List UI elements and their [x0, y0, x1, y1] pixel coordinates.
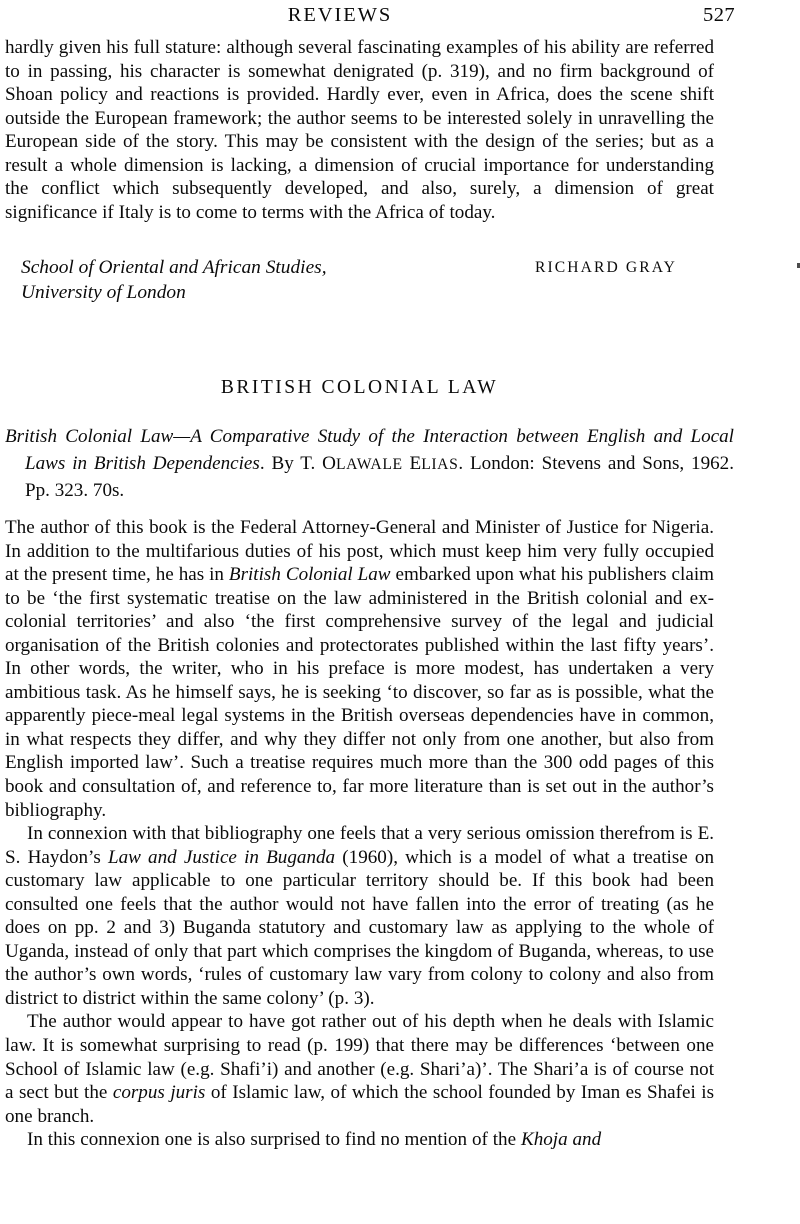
running-head-title: REVIEWS [287, 4, 393, 26]
text-run: In this connexion one is also surprised to find no mention of the [27, 1129, 521, 1151]
citation-author-initial-1: O [322, 452, 336, 474]
paragraph-p2 [5, 822, 714, 1010]
text-run: The author would appear to have got rather out of his depth when he deals with Islamic law. It is somewhat surprising to read (p. 199) that there may be differences ‘between one School of Islamic law (e.g. Shafi’i) and another (e.g. Shari’a)’. The Shari’a is of course not a sect but the [5, 1011, 714, 1104]
citation-author-space [403, 453, 410, 474]
paragraph-continued: hardly given his full stature: although several fascinating examples of his ability are referred to in passing, his character is somewhat denigrated (p. 319), and no firm background of Shoan policy and reactions is provided. Hardly ever, even in Africa, does the scene shift outside the European framework; the author seems to be interested solely in unravelling the European side of the story. This may be consistent with the design of the series; but as a result a whole dimension is lacking, a dimension of crucial importance for understanding the conflict which subsequently developed, and also, surely, a dimension of great significance if Italy is to come to terms with the Africa of today. [5, 37, 714, 223]
review-heading: BRITISH COLONIAL LAW [220, 377, 499, 398]
review-signature [5, 255, 714, 311]
running-head [5, 2, 735, 30]
citation-author-name-2: LIAS [421, 455, 459, 473]
italic-run: British Colonial Law [228, 564, 391, 586]
paragraph-p1 [5, 516, 714, 822]
page-number: 527 [703, 4, 735, 26]
paragraph-p4 [5, 1128, 714, 1152]
citation-author-name-1: LAWALE [335, 455, 403, 473]
book-citation [5, 424, 734, 505]
reviewer-affiliation-line-1: School of Oriental and African Studies, [21, 257, 327, 278]
italic-run: corpus juris [112, 1082, 206, 1104]
citation-title: British Colonial Law—A Comparative Study of the Interaction between English and Local Laws in British Dependencies [5, 426, 734, 474]
reviewer-affiliation-line-2: University of London [21, 282, 186, 303]
reviewer-name: RICHARD GRAY [535, 259, 678, 276]
text-run: (1960), which is a model of what a treatise on customary law applicable to one particular territory should be. If this book had been consulted one feels that the author would not have fallen into the error of treating (as he does on pp. 2 and 3) Buganda statutory and customary law as applying to the whole of Uganda, instead of only that part which comprises the kingdom of Buganda, whereas, to use the author’s own words, ‘rules of customary law vary from colony to colony and also from district to district within the same colony’ (p. 3). [5, 846, 715, 1009]
text-run: In connexion with that bibliography one feels that a very serious omission therefrom is E. S. Haydon’s [5, 823, 714, 868]
review-body [5, 516, 714, 1152]
italic-run: Khoja and [520, 1129, 602, 1151]
text-run: of Islamic law, of which the school founded by Iman es Shafei is one branch. [5, 1082, 715, 1127]
text-run: embarked upon what his publishers claim to be ‘the first systematic treatise on the law administered in the British colonial and ex-colonial territories’ and also ‘the first comprehensive survey of the legal and judicial organisation of the British colonies and protectorates published within the last fifty years’. In other words, the writer, who in his preface is more modest, has undertaken a very ambitious task. As he himself says, he is seeking ‘to discover, so far as is possible, what the apparently piece-meal legal systems in the British overseas dependencies have in common, in what respects they differ, and why they differ not only from one another, but also from English imported law’. Such a treatise requires much more than the 300 odd pages of this book and consultation of, and reference to, far more literature than is set out in the author’s bibliography. [5, 564, 714, 821]
text-run: The author of this book is the Federal Attorney-General and Minister of Justice for Nigeria. In addition to the multifarious duties of his post, which must keep him very fully occupied at the present time, he has in [5, 517, 714, 586]
citation-author-initial-2: E [409, 452, 422, 474]
paragraph-p3 [5, 1010, 714, 1128]
citation-imprint: . London: Stevens and Sons, 1962. Pp. 323. 70s. [25, 452, 735, 502]
continued-review-text [5, 36, 714, 224]
citation-byline: . By T. [259, 452, 323, 474]
italic-run: Law and Justice in Buganda [107, 846, 336, 868]
